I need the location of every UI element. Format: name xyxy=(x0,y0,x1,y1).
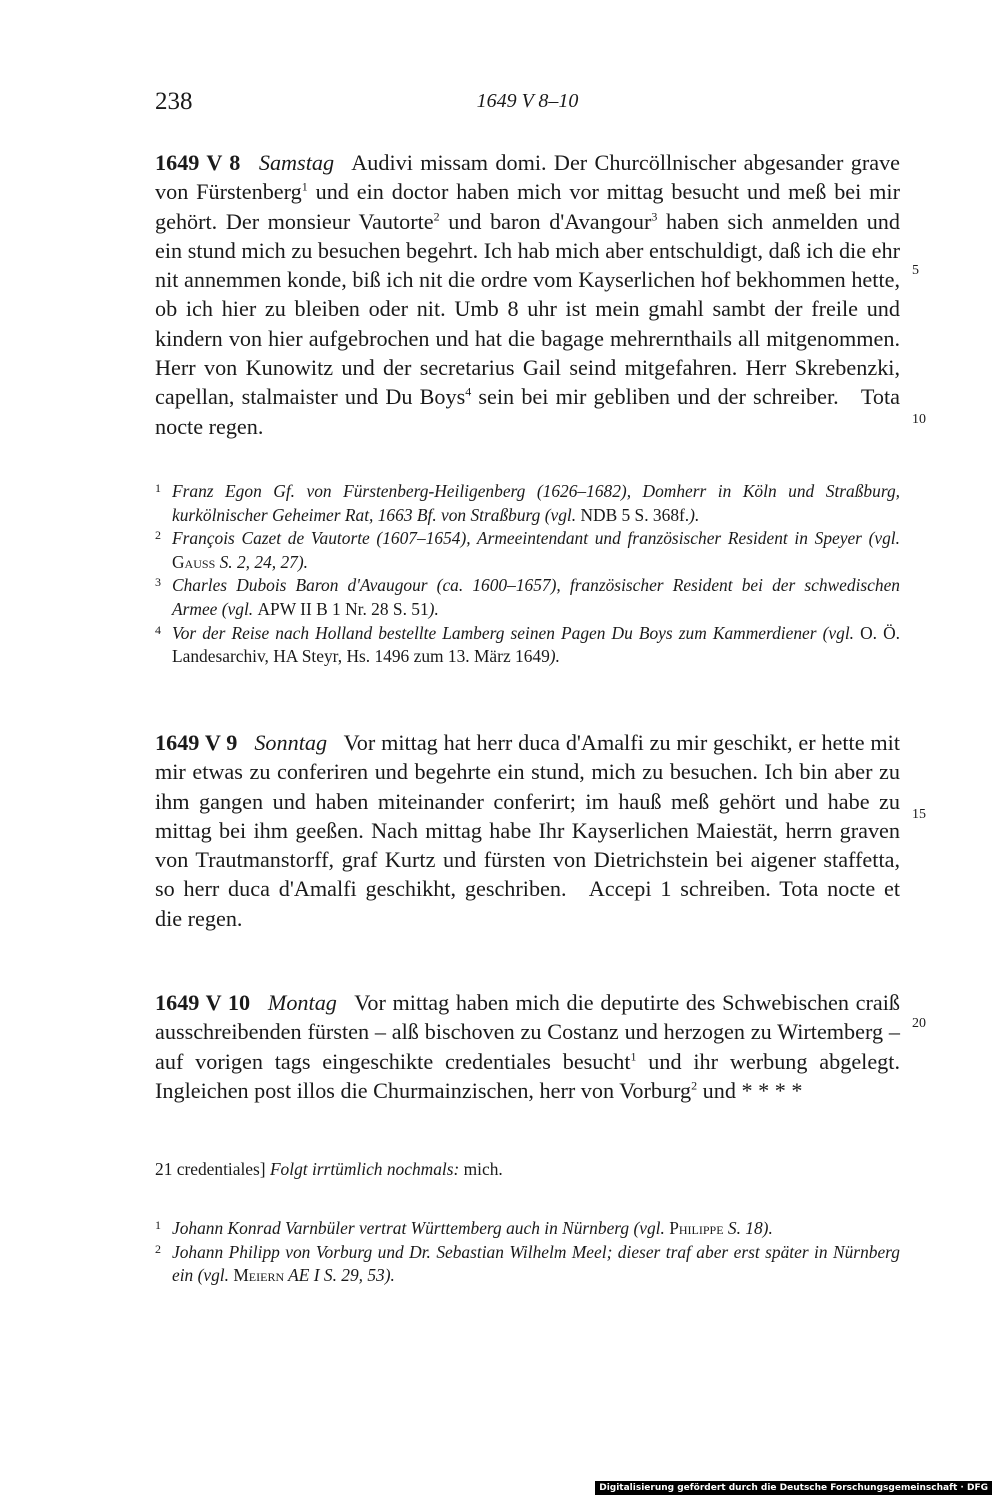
footnote-ref: 3 xyxy=(651,209,658,224)
footnote-author: Meiern xyxy=(233,1265,285,1286)
line-number: 20 xyxy=(912,1016,926,1031)
footnote-number: 1 xyxy=(155,481,161,495)
footnote-number: 2 xyxy=(155,1241,161,1256)
footnote-text: ). xyxy=(428,598,439,619)
page-number: 238 xyxy=(155,88,193,115)
footnotes-block-2 xyxy=(155,1217,900,1288)
footnote xyxy=(155,480,900,527)
diary-entry-1649-v-9 xyxy=(155,728,900,933)
running-title: 1649 V 8–10 xyxy=(476,90,579,112)
footnote-author: Philippe xyxy=(669,1218,724,1238)
entry-weekday: Samstag xyxy=(258,150,335,175)
entry-text xyxy=(155,148,900,441)
footnote-text: ). xyxy=(689,504,700,525)
line-number: 10 xyxy=(912,412,926,427)
footnote-citation: NDB 5 S. 368f. xyxy=(580,504,690,525)
footnote-number: 1 xyxy=(155,1218,161,1232)
footnote-citation: O. Ö. Landesarchiv, HA Steyr, Hs. 1496 zum 13. März 1649 xyxy=(172,622,900,667)
footnote-text: Franz Egon Gf. von Fürstenberg-Heiligenberg (1626–1682), Domherr in Köln und Straßburg, kurkölnischer Geheimer Rat, 1663 Bf. von Straßburg (vgl. xyxy=(172,481,900,525)
line-number: 15 xyxy=(912,807,926,822)
footnote xyxy=(155,574,900,621)
diary-entry-1649-v-10 xyxy=(155,988,900,1105)
entry-text-segment: Vor mittag haben mich die deputirte des Schwebischen craiß ausschreibenden fürsten – alß bischoven zu Costanz und herzogen zu Wirtemberg – auf vorigen tags eingeschikte credentiales besucht xyxy=(155,990,900,1074)
footnote xyxy=(155,1217,900,1241)
critical-apparatus-note xyxy=(155,1159,503,1180)
entry-weekday: Sonntag xyxy=(254,730,328,755)
diary-entry-1649-v-8 xyxy=(155,148,900,441)
entry-text-segment: und ihr werbung abgelegt. Ingleichen post illos die Churmainzischen, herr von Vorburg xyxy=(155,1048,900,1103)
entry-text xyxy=(155,728,900,933)
page-header xyxy=(155,88,900,124)
footnote-text: AE I S. 29, 53). xyxy=(284,1265,395,1286)
apparatus-comment: Folgt irrtümlich nochmals: xyxy=(269,1159,460,1179)
footnote-text: S. 18). xyxy=(723,1218,773,1238)
footnote-ref: 2 xyxy=(433,209,440,224)
footnote-number: 2 xyxy=(155,528,161,543)
dfg-credit-banner: Digitalisierung gefördert durch die Deutsche Forschungsgemeinschaft · DFG xyxy=(595,1481,992,1495)
footnote xyxy=(155,622,900,669)
footnote-text: François Cazet de Vautorte (1607–1654), Armeeintendant und französischer Resident in Speyer (vgl. xyxy=(172,528,900,549)
line-number: 5 xyxy=(912,263,919,278)
footnotes-block-1 xyxy=(155,480,900,669)
entry-text-segment: sein bei mir gebliben und der schreiber. Tota nocte regen. xyxy=(155,384,900,439)
footnote-text: ). xyxy=(549,646,560,667)
footnote-ref: 1 xyxy=(301,179,308,194)
footnote-text: Charles Dubois Baron d'Avaugour (ca. 1600–1657), französischer Resident bei der schwedischen Armee (vgl. xyxy=(172,575,900,619)
entry-text-segment: Audivi missam domi. Der Churcöllnischer abgesander grave von Fürstenberg xyxy=(155,150,901,205)
footnote xyxy=(155,527,900,574)
footnote-ref: 1 xyxy=(630,1049,637,1064)
entry-text-segment: Vor mittag hat herr duca d'Amalfi zu mir geschikt, er hette mit mir etwas zu conferiren und begehrte ein stund, mich zu besuchen. Ich bin aber zu ihm gangen und haben miteinander conferirt; im hauß meß gehört und habe zu mittag bei ihm geeßen. Nach mittag habe Ihr Kayserlichen Maiestät, herrn graven von Trautmanstorff, graf Kurtz und fürsten von Dietrichstein bei aigener staffetta, so herr duca d'Amalfi geschikht, geschriben. Accepi 1 schreiben. Tota nocte et die regen. xyxy=(155,730,900,931)
footnote-number: 4 xyxy=(155,622,161,637)
entry-text-segment: und * * * * xyxy=(697,1077,803,1103)
footnote-text: Johann Konrad Varnbüler vertrat Württemberg auch in Nürnberg (vgl. xyxy=(172,1218,670,1238)
entry-date: 1649 V 10 xyxy=(155,990,251,1015)
footnote-ref: 2 xyxy=(691,1078,698,1093)
entry-date: 1649 V 8 xyxy=(155,150,241,175)
entry-date: 1649 V 9 xyxy=(155,730,238,755)
footnote-text: S. 2, 24, 27). xyxy=(215,551,308,572)
footnote-number: 3 xyxy=(155,575,161,590)
entry-text xyxy=(155,988,900,1105)
footnote-text: Vor der Reise nach Holland bestellte Lamberg seinen Pagen Du Boys zum Kammerdiener (vgl. xyxy=(172,622,861,643)
footnote-author: Gauss xyxy=(172,551,216,572)
entry-text-segment: und baron d'Avangour xyxy=(439,208,652,234)
entry-text-segment: haben sich anmelden und ein stund mich zu besuchen begehrt. Ich hab mich aber entschuldigt, daß ich die ehr nit annemmen konde, biß ich nit die ordre vom Kayserlichen hof bekhommen hette, ob ich hier zu bleiben oder nit. Umb 8 uhr ist mein gmahl sambt der freile und kindern von hier aufgebrochen und hat die bagage mehrernthails all mitgenommen. Herr von Kunowitz und der secretarius Gail seind mitgefahren. Herr Skrebenzki, capellan, stalmaister und Du Boys xyxy=(155,208,900,410)
footnote-text: Johann Philipp von Vorburg und Dr. Sebastian Wilhelm Meel; dieser traf aber erst später in Nürnberg ein (vgl. xyxy=(172,1241,900,1286)
apparatus-word: mich. xyxy=(463,1159,503,1179)
entry-weekday: Montag xyxy=(267,990,337,1015)
footnote xyxy=(155,1241,900,1288)
footnote-citation: APW II B 1 Nr. 28 S. 51 xyxy=(257,598,429,619)
entry-text-segment: und ein doctor haben mich vor mittag besucht und meß bei mir gehört. Der monsieur Vautorte xyxy=(155,179,900,234)
apparatus-lemma: 21 credentiales] xyxy=(155,1159,266,1179)
footnote-ref: 4 xyxy=(465,384,472,399)
